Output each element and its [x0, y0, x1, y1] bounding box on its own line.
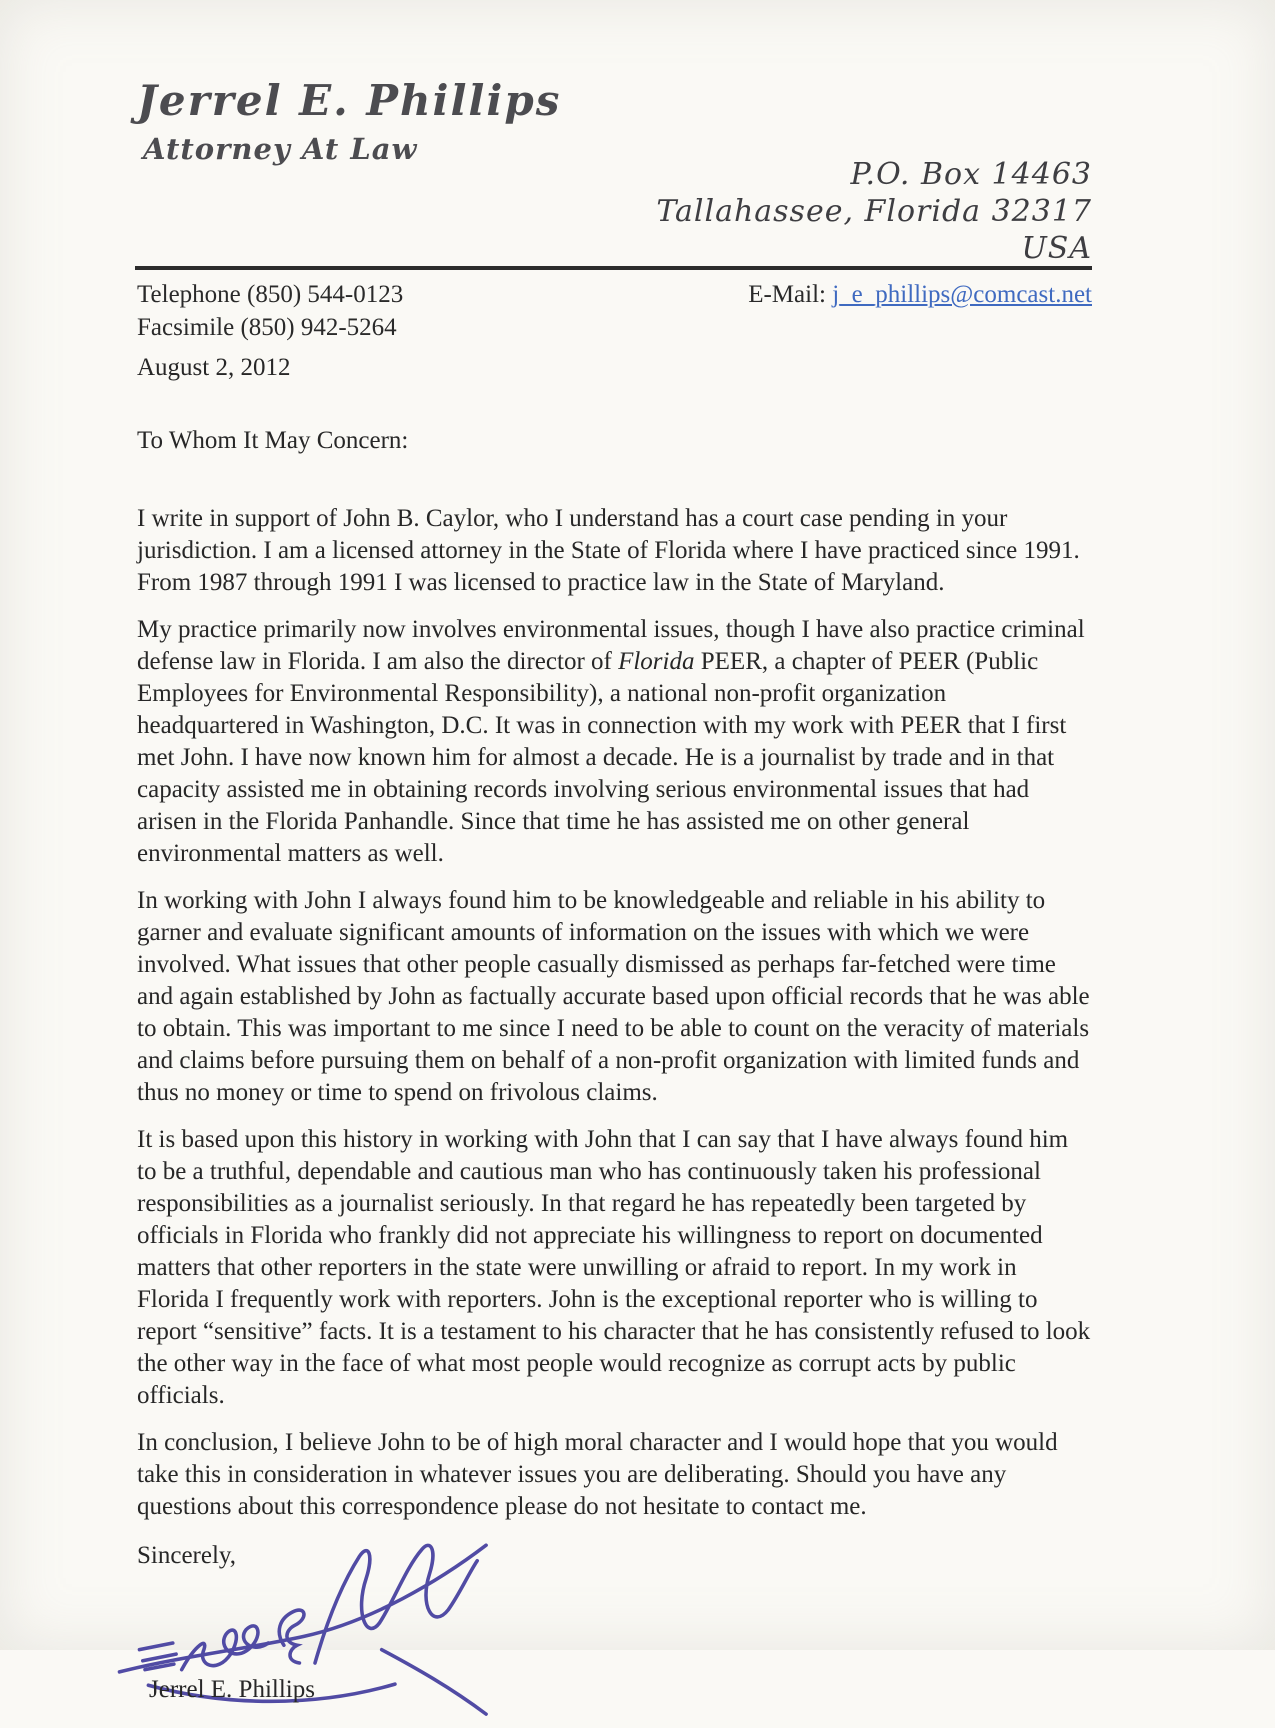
paragraph-2-italic-florida: Florida: [618, 648, 695, 675]
letterhead-divider: [135, 266, 1092, 270]
address-line-city: Tallahassee, Florida 32317: [656, 194, 1092, 229]
email-block: [748, 278, 1092, 311]
email-label: E-Mail:: [748, 281, 826, 308]
letter-paragraph-3: In working with John I always found him to be knowledgeable and reliable in his ability to garner and evaluate significant amounts of information on the issues with which we were involved. What issues that other people casually dismissed as perhaps far-fetched were time and again established by John as factually accurate based upon official records that he was able to obtain. This was important to me since I need to be able to count on the veracity of materials and claims before pursuing them on behalf of a non-profit organization with limited funds and thus no money or time to spend on frivolous claims.: [137, 887, 1090, 1106]
paragraph-2-text-continued: PEER, a chapter of PEER (Public Employees for Environmental Responsibility), a national non-profit organization headquartered in Washington, D.C. It was in connection with my work with PEER that I first met John. I have now known him for almost a decade. He is a journalist by trade and in that capacity assisted me in obtaining records involving serious environmental issues that had arisen in the Florida Panhandle. Since that time he has assisted me on other general environmental matters as well.: [137, 648, 1067, 867]
letter-paragraph-1: I write in support of John B. Caylor, who I understand has a court case pending in your jurisdiction. I am a licensed attorney in the State of Florida where I have practiced since 1991. From 1987 through 1991 I was licensed to practice law in the State of Maryland.: [137, 505, 1080, 596]
letter-paragraph-5: In conclusion, I believe John to be of high moral character and I would hope that you would take this in consideration in whatever issues you are deliberating. Should you have any questions about this correspondence please do not hesitate to contact me.: [137, 1429, 1058, 1520]
letter-body: [137, 352, 1092, 1722]
typed-signature-name: Jerrel E. Phillips: [149, 1676, 315, 1703]
closing-line: Sincerely,: [137, 1542, 237, 1569]
address-line-po-box: P.O. Box 14463: [850, 157, 1092, 192]
phone-block: [137, 278, 403, 344]
letterhead-title: Attorney At Law: [143, 132, 418, 166]
contact-block: [137, 278, 1092, 344]
salutation: To Whom It May Concern:: [137, 427, 409, 454]
paragraph-2-text: My practice primarily now involves environmental issues, though I have also practice criminal defense law in Florida. I am also the director of: [137, 616, 1085, 675]
letterhead-address: [656, 156, 1092, 267]
letter-paragraph-2: [137, 614, 1092, 870]
letter-paragraph-4: It is based upon this history in working with John that I can say that I have always found him to be a truthful, dependable and cautious man who has continuously taken his professional responsibilities as a journalist seriously. In that regard he has repeatedly been targeted by officials in Florida who frankly did not appreciate his willingness to report on documented matters that other reporters in the state were unwilling or afraid to report. In my work in Florida I frequently work with reporters. John is the exceptional reporter who is willing to report “sensitive” facts. It is a testament to his character that he has consistently refused to look the other way in the face of what most people would recognize as corrupt acts by public officials.: [137, 1126, 1091, 1409]
signature-area: [137, 1572, 1092, 1722]
facsimile-line: Facsimile (850) 942-5264: [137, 314, 397, 341]
email-link[interactable]: j_e_phillips@comcast.net: [832, 281, 1092, 308]
date-line: August 2, 2012: [137, 354, 291, 381]
letterhead-name: Jerrel E. Phillips: [137, 76, 562, 125]
address-line-country: USA: [1021, 231, 1092, 266]
telephone-line: Telephone (850) 544-0123: [137, 281, 404, 308]
